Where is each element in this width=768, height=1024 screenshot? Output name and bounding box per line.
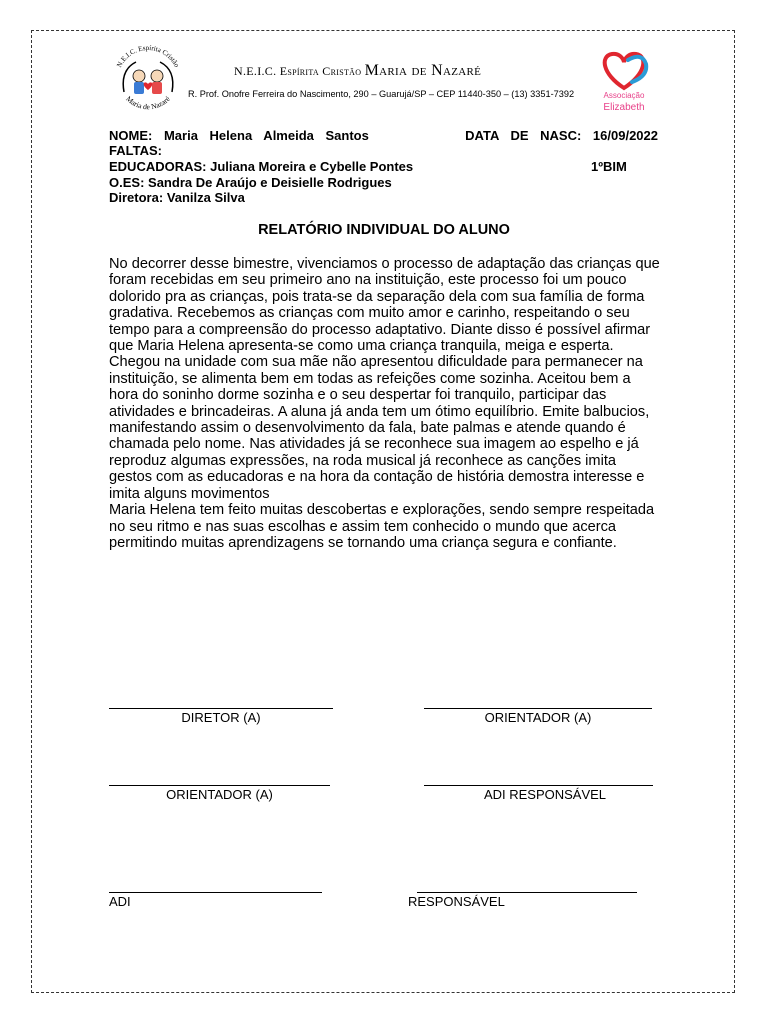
signature-line-responsavel xyxy=(417,892,637,893)
student-name-field xyxy=(109,128,369,143)
signature-line-orientador-1 xyxy=(424,708,652,709)
logo-assoc-line1: Associação xyxy=(603,91,645,100)
signature-label-orientador-1: ORIENTADOR (A) xyxy=(484,710,592,725)
name-label: NOME: xyxy=(109,128,153,143)
name-dob-row xyxy=(109,128,658,143)
dob-value: 16/09/2022 xyxy=(592,128,658,143)
director-label: Diretora: xyxy=(109,190,164,205)
signature-line-director xyxy=(109,708,333,709)
signature-label-director: DIRETOR (A) xyxy=(181,710,261,725)
report-body xyxy=(109,256,661,551)
absences-label: FALTAS: xyxy=(109,143,162,158)
signature-line-adi xyxy=(109,892,322,893)
signature-line-orientador-2 xyxy=(109,785,330,786)
svg-text:N.E.I.C. Espírita Cristão xyxy=(115,44,181,69)
oes-label: O.ES: xyxy=(109,175,145,190)
logo-top-text: N.E.I.C. Espírita Cristão xyxy=(115,43,181,69)
logo-bottom-text: Maria de Nazaré xyxy=(124,94,172,112)
educators-row xyxy=(109,159,413,174)
period-value: 1ºBIM xyxy=(591,159,627,174)
student-name: Maria Helena Almeida Santos xyxy=(163,128,369,143)
signature-label-responsavel: RESPONSÁVEL xyxy=(408,894,505,909)
report-paragraph-2: Maria Helena tem feito muitas descobertas e explorações, sendo sempre respeitada no seu ritmo e nas suas escolhas e assim tem conhecido o mundo que acerca permitindo muitas aprendizagens se tornando uma criança segura e confiante. xyxy=(109,502,655,551)
org-title xyxy=(234,62,481,80)
report-title: RELATÓRIO INDIVIDUAL DO ALUNO xyxy=(258,222,510,238)
educators-label: EDUCADORAS: xyxy=(109,159,207,174)
org-address: R. Prof. Onofre Ferreira do Nascimento, 290 – Guarujá/SP – CEP 11440-350 – (13) 3351-7392 xyxy=(188,89,575,99)
signature-line-adi-responsavel xyxy=(424,785,653,786)
educators-value: Juliana Moreira e Cybelle Pontes xyxy=(210,159,414,174)
association-logo xyxy=(592,48,656,114)
org-name: Maria de Nazaré xyxy=(364,62,482,79)
signature-label-adi-responsavel: ADI RESPONSÁVEL xyxy=(483,787,607,802)
svg-text:Maria de Nazaré xyxy=(124,94,172,111)
oes-row xyxy=(109,175,392,190)
org-prefix: N.E.I.C. Espírita Cristão xyxy=(234,64,362,78)
dob-field xyxy=(465,128,658,143)
signature-label-orientador-2: ORIENTADOR (A) xyxy=(166,787,273,802)
signature-label-adi: ADI xyxy=(109,894,131,909)
logo-assoc-line2: Elizabeth xyxy=(603,102,645,113)
dob-label: DATA DE NASC: xyxy=(465,128,582,143)
director-value: Vanilza Silva xyxy=(166,190,245,205)
oes-value: Sandra De Araújo e Deisielle Rodrigues xyxy=(148,175,392,190)
director-row xyxy=(109,190,245,205)
report-paragraph-1: No decorrer desse bimestre, vivenciamos o processo de adaptação das crianças que foram recebidas em seu primeiro ano na instituição, este processo foi um pouco dolorido pra as crianças, pois trata-se da separação dela com sua família de forma gradativa. Recebemos as crianças com muito amor e carinho, respeitando o seu tempo para a compreensão do processo adaptativo. Diante disso é possível afirmar que Maria Helena apresenta-se como uma criança tranquila, meiga e esperta. Chegou na unidade com sua mãe não apresentou dificuldade para permanecer na instituição, se alimenta bem em todas as refeições come sozinha. Aceitou bem a hora do soninho dorme sozinha e o seu despertar foi tranquilo, participar das atividades e brincadeiras. A aluna já anda tem um ótimo equilíbrio. Emite balbucios, manifestando assim o desenvolvimento da fala, bate palmas e atende quando é chamada pelo nome. Nas atividades já se reconhece sua imagem ao espelho e já reproduz algumas expressões, na roda musical já reconhece as canções imita gestos com as educadoras e na hora da contação de história demostra interesse e imita alguns movimentos xyxy=(109,256,660,502)
school-logo xyxy=(108,40,188,118)
